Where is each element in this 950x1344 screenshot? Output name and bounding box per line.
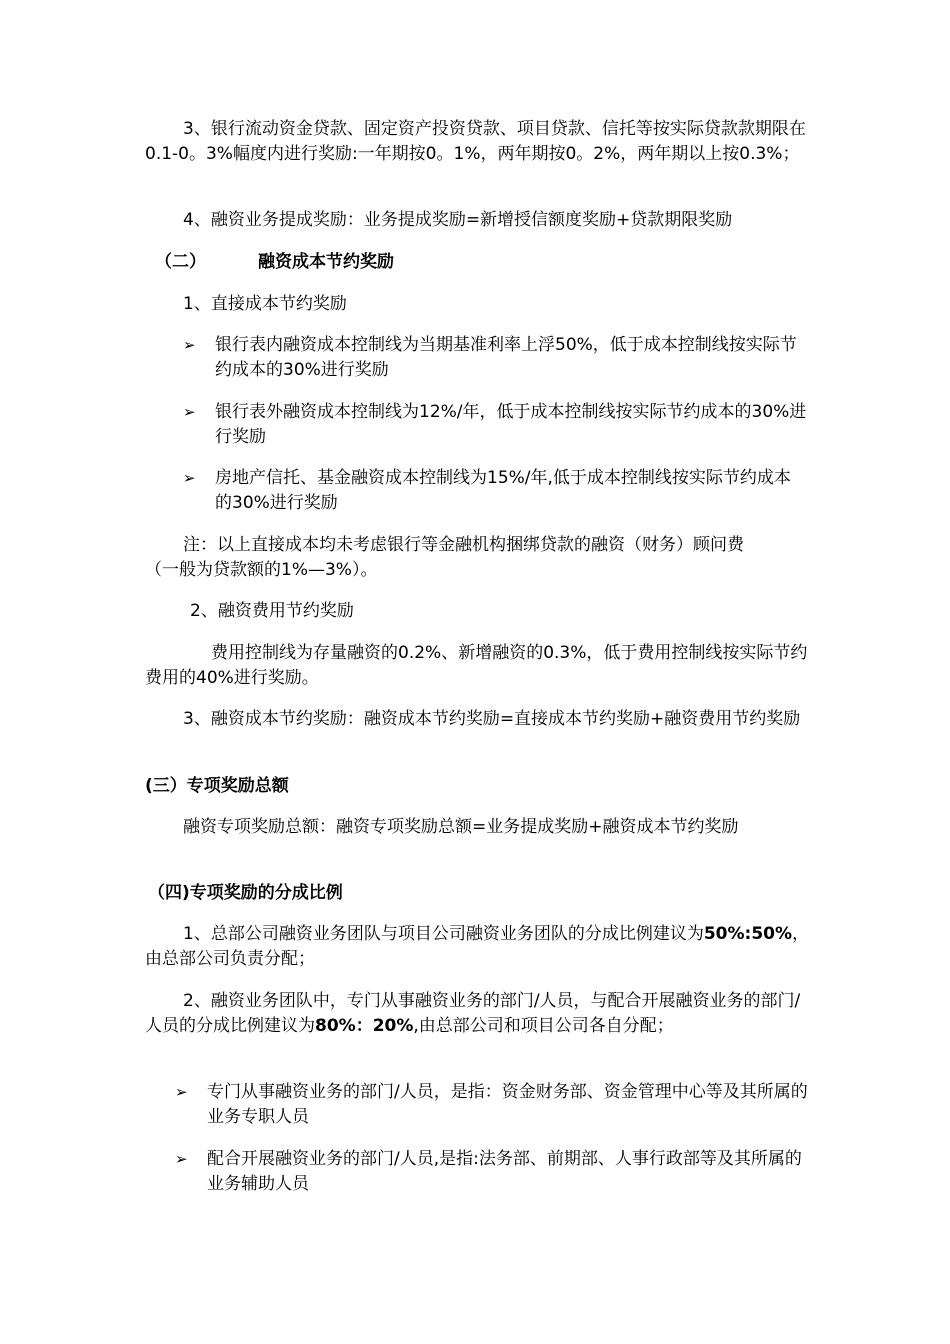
section-heading-ratio: （四)专项奖励的分成比例 (148, 883, 343, 903)
bullet-item-offbalance: 银行表外融资成本控制线为12%/年，低于成本控制线按实际节约成本的30%进行奖励 (215, 402, 807, 447)
arrow-bullet-icon: ➢ (183, 403, 196, 421)
arrow-bullet-icon: ➢ (175, 1150, 188, 1168)
paragraph-total-formula: 融资专项奖励总额：融资专项奖励总额=业务提成奖励+融资成本节约奖励 (183, 817, 739, 837)
subheading-fee-saving: 2、融资费用节约奖励 (190, 601, 354, 621)
paragraph-cost-saving-formula: 3、融资成本节约奖励：融资成本节约奖励=直接成本节约奖励+融资费用节约奖励 (183, 709, 801, 729)
paragraph-ratio-hq-project (145, 922, 810, 972)
arrow-bullet-icon: ➢ (183, 469, 196, 487)
arrow-bullet-icon: ➢ (175, 1083, 188, 1101)
paragraph-loan-term-reward: 3、银行流动资金贷款、固定资产投资贷款、项目贷款、信托等按实际贷款款期限在0.1-0。3%幅度内进行奖励:一年期按0。1%，两年期按0。2%，两年期以上按0.3%； (145, 119, 806, 164)
ratio-text-a: 1、总部公司融资业务团队与项目公司融资业务团队的分成比例建议为 (183, 924, 704, 944)
note-text: 注：以上直接成本均未考虑银行等金融机构捆绑贷款的融资（财务）顾问费（一般为贷款额的1%—3%）。 (145, 535, 744, 580)
bullet-item-onbalance: 银行表内融资成本控制线为当期基准利率上浮50%，低于成本控制线按实际节约成本的30%进行奖励 (215, 335, 797, 380)
ratio2-text-c: ,由总部公司和项目公司各自分配； (413, 1016, 674, 1036)
ratio2-text-a: 2、融资业务团队中，专门从事融资业务的部门/人员，与配合开展融资业务的部门/人员的分成比例建议为 (145, 991, 801, 1036)
bullet-item-trust-fund: 房地产信托、基金融资成本控制线为15%/年,低于成本控制线按实际节约成本的30%进行奖励 (215, 468, 791, 513)
bullet-item-support-staff: 配合开展融资业务的部门/人员,是指:法务部、前期部、人事行政部等及其所属的业务辅助人员 (207, 1149, 802, 1194)
paragraph-fee-control: 费用控制线为存量融资的0.2%、新增融资的0.3%，低于费用控制线按实际节约费用的40%进行奖励。 (145, 643, 808, 688)
paragraph-ratio-dedicated (145, 989, 810, 1039)
arrow-bullet-icon: ➢ (183, 336, 196, 354)
paragraph-business-commission: 4、融资业务提成奖励：业务提成奖励=新增授信额度奖励+贷款期限奖励 (183, 210, 733, 230)
ratio-value-dedicated: 80%：20% (315, 1016, 414, 1036)
note-paragraph (145, 533, 765, 583)
section-number-2: （二） (155, 252, 206, 272)
section-heading-total: (三）专项奖励总额 (145, 776, 289, 796)
ratio-text-c: ，由总部公司负责分配； (145, 924, 810, 969)
ratio-value-hq: 50%:50% (703, 924, 793, 944)
section-heading-cost-saving: 融资成本节约奖励 (258, 252, 394, 272)
bullet-item-dedicated-staff: 专门从事融资业务的部门/人员，是指：资金财务部、资金管理中心等及其所属的业务专职人员 (207, 1082, 808, 1127)
subheading-direct-cost: 1、直接成本节约奖励 (183, 294, 347, 314)
